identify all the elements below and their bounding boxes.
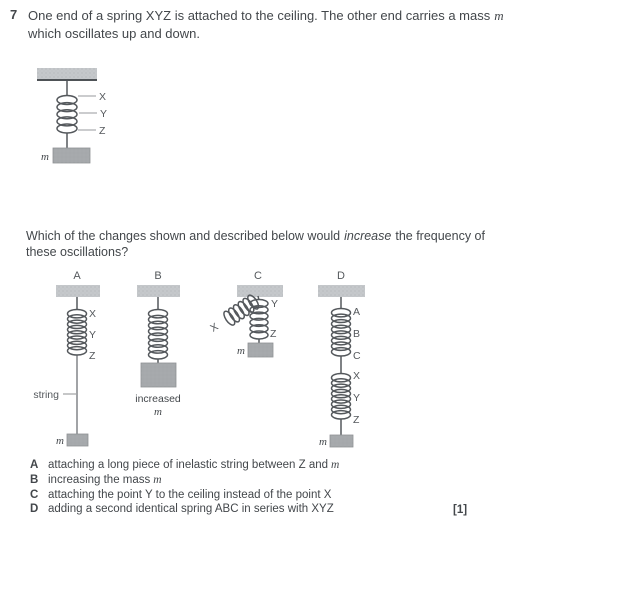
option-text-b: [48, 475, 162, 487]
spring-xyz: [57, 96, 77, 134]
mass-label: m: [41, 151, 49, 163]
mass-c-texture: [248, 343, 273, 357]
spring-a: [68, 310, 87, 356]
option-text-c: [48, 490, 334, 502]
figure-spring-xyz: [25, 60, 145, 170]
slack-spring-portion: [222, 293, 261, 326]
option-row-b: [30, 475, 450, 487]
option-row-c: [30, 490, 450, 502]
option-c-body: attaching the point Y to the ceiling instead of the point X: [48, 488, 332, 501]
diagram-a-title: A: [73, 270, 81, 282]
mass-label-d: m: [319, 436, 327, 448]
option-diagram-c: [208, 270, 283, 357]
ceiling-edge: [37, 79, 97, 81]
label-d-y: Y: [353, 392, 361, 404]
question-text: [28, 7, 608, 43]
question-line2: which oscillates up and down.: [28, 26, 200, 41]
spring-abc: [332, 309, 351, 357]
label-d-a: A: [353, 306, 361, 318]
option-b-body: increasing the mass: [48, 473, 151, 486]
option-diagram-b: [135, 270, 181, 418]
label-c-z: Z: [270, 328, 277, 340]
option-letter-a: A: [30, 459, 39, 471]
diagram-d-title: D: [337, 270, 345, 282]
prompt-before: Which of the changes shown and described below would: [26, 229, 341, 243]
ceiling-c-texture: [237, 285, 283, 297]
option-diagram-d: [318, 270, 365, 448]
option-row-d: [30, 504, 450, 516]
answer-options: [30, 460, 450, 519]
spring-label-z: Z: [99, 125, 106, 137]
label-a-z: Z: [89, 350, 96, 362]
spring-label-x: X: [99, 91, 107, 103]
ceiling-b-texture: [137, 285, 180, 297]
label-d-c: C: [353, 350, 361, 362]
string-label: string: [33, 389, 59, 401]
mass-a-texture: [67, 434, 88, 446]
ceiling-d-texture: [318, 285, 365, 297]
mass-label-a: m: [56, 435, 64, 447]
caption-increased: increased: [135, 393, 181, 405]
label-c-x: X: [208, 320, 221, 335]
ceiling-a-texture: [56, 285, 100, 297]
question-number: 7: [10, 7, 18, 22]
option-text-d: [48, 504, 337, 516]
option-diagram-a: [33, 270, 100, 447]
label-a-y: Y: [89, 329, 97, 341]
option-d-body: adding a second identical spring ABC in series with XYZ: [48, 503, 334, 516]
prompt-line2: these oscillations?: [26, 245, 129, 259]
option-text-a: [48, 460, 339, 472]
option-letter-d: D: [30, 503, 39, 516]
mass-label-c: m: [237, 345, 245, 357]
label-d-b: B: [353, 328, 361, 340]
option-b-mass-symbol: m: [153, 473, 162, 486]
question-line1: One end of a spring XYZ is attached to the ceiling. The other end carries a mass: [28, 8, 491, 23]
prompt-italic-increase: increase: [344, 229, 392, 243]
marks-label: [1]: [453, 504, 468, 516]
option-letter-b: B: [30, 473, 39, 486]
label-d-x: X: [353, 370, 361, 382]
label-a-x: X: [89, 308, 97, 320]
figure-option-diagrams: [30, 266, 380, 458]
spring-xyz-d: [332, 374, 351, 420]
mass-b-texture: [141, 363, 176, 387]
option-row-a: [30, 460, 450, 472]
option-a-body: attaching a long piece of inelastic string between Z and: [48, 459, 329, 471]
spring-label-y: Y: [100, 108, 108, 120]
ceiling-texture: [37, 68, 97, 79]
option-letter-c: C: [30, 488, 39, 501]
mass-symbol-inline: m: [494, 8, 504, 23]
mass-texture: [53, 148, 90, 163]
option-a-mass-symbol: m: [331, 459, 340, 471]
diagram-b-title: B: [154, 270, 162, 282]
caption-increased-m: m: [154, 406, 162, 418]
spring-b: [149, 310, 168, 360]
diagram-c-title: C: [254, 270, 262, 282]
label-d-z: Z: [353, 414, 360, 426]
mass-d-texture: [330, 435, 353, 447]
label-c-y: Y: [271, 298, 279, 310]
prompt-after: the frequency of: [395, 229, 485, 243]
prompt-text: [26, 228, 556, 260]
